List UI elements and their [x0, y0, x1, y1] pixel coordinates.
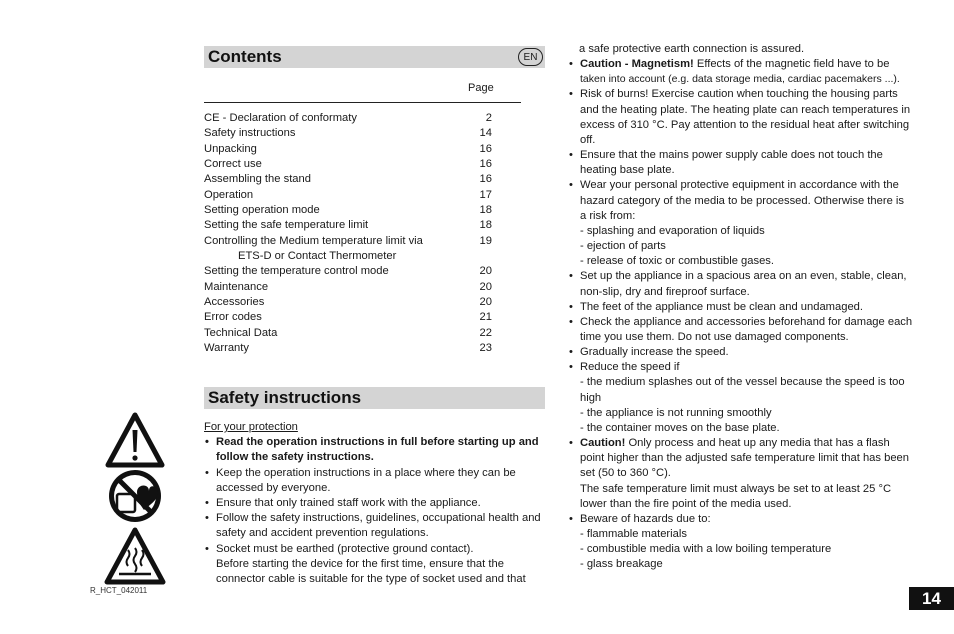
page-number: 14	[909, 587, 954, 610]
safety-item-text: The feet of the appliance must be clean and undamaged.	[580, 300, 863, 313]
sub-item: - flammable materials	[580, 528, 687, 540]
toc-entry-title: Setting the temperature control mode	[204, 265, 389, 278]
safety-item-text: Read the operation instructions in full before starting up and follow the safety instructions.	[216, 436, 539, 464]
toc-entry	[204, 203, 492, 218]
safety-item: • The feet of the appliance must be clean and undamaged.	[569, 300, 863, 313]
toc-entry-title: Accessories	[204, 296, 265, 309]
safety-item-text: Reduce the speed if	[580, 361, 680, 374]
safety-item: • Ensure that the mains power supply cable does not touch the heating base plate.	[569, 149, 883, 177]
toc-entry-title: Setting operation mode	[204, 204, 320, 217]
safety-item: • Follow the safety instructions, guidelines, occupational health and safety and accident prevention regulations.	[205, 512, 541, 540]
toc-entry-page: 23	[479, 342, 492, 355]
toc-entry-title: Warranty	[204, 342, 249, 355]
toc-entry-page: 21	[479, 311, 492, 324]
toc-entry-page: 18	[479, 204, 492, 217]
toc-entry-title: Unpacking	[204, 142, 257, 155]
toc-entry	[204, 326, 492, 341]
safety-item-text: Risk of burns! Exercise caution when touching the housing parts and the heating plate. The heating plate can reach temperatures in excess of 310 °C. Pay attention to the residual heat after switching off.	[580, 88, 911, 146]
toc-entry-title: Setting the safe temperature limit	[204, 219, 369, 232]
caution-extra-text: The safe temperature limit must always be set to at least 25 °C lower than the fire point of the media used.	[580, 482, 892, 510]
safety-item: • Socket must be earthed (protective ground contact). Before starting the device for the first time, ensure that the connector cable is suitable for the type of socket used and that	[204, 542, 549, 588]
toc-entry	[204, 111, 492, 126]
safety-item: • Set up the appliance in a spacious area on an even, stable, clean, non-slip, dry and fireproof surface.	[569, 270, 907, 298]
toc-entry-title: Maintenance	[204, 280, 269, 293]
no-pacemaker-icon	[109, 470, 161, 522]
toc-entry	[204, 310, 492, 325]
toc-entry-title: Assembling the stand	[204, 173, 311, 186]
toc-entry	[204, 341, 492, 356]
safety-item: • Wear your personal protective equipment in accordance with the hazard category of the media to be processed. Otherwise there is a risk from: - splashing and evaporation of liquids - ejection of parts - release of toxic or combustible gases.	[568, 178, 913, 269]
toc-entry-page: 16	[479, 173, 492, 186]
pictogram-stack	[104, 410, 166, 590]
toc-entry-page: 2	[485, 112, 492, 124]
toc-entry-title: Controlling the Medium temperature limit via	[204, 234, 423, 247]
sub-item: - the container moves on the base plate.	[580, 421, 780, 434]
toc-entry	[204, 157, 492, 172]
toc-entry-page: 16	[479, 158, 492, 171]
magnetism-label: Caution - Magnetism!	[580, 58, 694, 71]
safety-item: • Risk of burns! Exercise caution when touching the housing parts and the heating plate. The heating plate can reach temperatures in excess of 310 °C. Pay attention to the residual heat after switching off.	[569, 88, 911, 146]
toc-entry	[204, 188, 492, 203]
continued-text: a safe protective earth connection is assured.	[579, 43, 805, 55]
toc-entry-title: CE - Declaration of conformaty	[204, 112, 357, 124]
toc-entry	[204, 280, 492, 295]
safety-item: • Beware of hazards due to: - flammable materials - combustible media with a low boiling temperature - glass breakage	[568, 512, 913, 573]
safety-instructions-heading: Safety instructions	[204, 387, 545, 409]
toc-entry	[204, 126, 492, 141]
safety-item-text: Gradually increase the speed.	[580, 346, 729, 359]
document-code: R_HCT_042011	[90, 586, 148, 595]
toc-entry-page: 19	[479, 234, 492, 247]
toc-entry	[204, 142, 492, 157]
toc-entry-title: Operation	[204, 188, 254, 201]
sub-item: - glass breakage	[580, 558, 663, 571]
toc-entry-title: Technical Data	[204, 326, 278, 339]
toc-entry-page: 20	[479, 280, 492, 293]
toc-entry	[204, 234, 492, 249]
safety-item: • Keep the operation instructions in a place where they can be accessed by everyone.	[205, 466, 516, 494]
safety-item-extra: Before starting the device for the first time, ensure that the connector cable is suitable for the type of socket used and that	[216, 557, 526, 586]
safety-left-column	[204, 420, 549, 587]
toc-entry	[204, 264, 492, 279]
safety-item-text: Socket must be earthed (protective ground contact).	[216, 542, 474, 555]
toc-entry-page: 20	[479, 265, 492, 278]
toc-entry	[204, 218, 492, 233]
safety-item: • Caution! Only process and heat up any media that has a flash point higher than the adjusted safe temperature limit that has been set (50 to 360 °C). The safe temperature limit must always be set to at least 25 °C lower than the fire point of the media used.	[568, 436, 913, 512]
safety-item-text: Set up the appliance in a spacious area on an even, stable, clean, non-slip, dry and fireproof surface.	[580, 270, 907, 298]
toc-entry-page: 20	[479, 296, 492, 309]
protection-subheading: For your protection	[204, 421, 298, 433]
safety-right-column	[568, 42, 913, 572]
safety-item-text: Beware of hazards due to:	[580, 512, 711, 525]
safety-item: • Gradually increase the speed.	[569, 346, 729, 359]
toc-entry	[204, 172, 492, 187]
toc-entry-title: Error codes	[204, 311, 262, 324]
sub-item: - release of toxic or combustible gases.	[580, 255, 775, 268]
sub-item: - the appliance is not running smoothly	[580, 406, 772, 419]
safety-item-text: Wear your personal protective equipment in accordance with the hazard category of the media to be processed. Otherwise there is a risk from:	[580, 179, 904, 222]
toc-page-column-label: Page	[468, 82, 494, 94]
safety-item-text: Keep the operation instructions in a place where they can be accessed by everyone.	[216, 466, 516, 494]
safety-item: • Reduce the speed if - the medium splashes out of the vessel because the speed is too high - the appliance is not running smoothly - the container moves on the base plate.	[568, 360, 913, 436]
contents-heading: Contents	[204, 46, 545, 68]
safety-item: • Caution - Magnetism! Effects of the magnetic field have to be taken into account (e.g. data storage media, cardiac pacemakers ...).	[569, 58, 900, 86]
sub-item: - splashing and evaporation of liquids	[580, 224, 765, 237]
safety-item-text: Ensure that only trained staff work with the appliance.	[216, 497, 481, 510]
toc-entry	[204, 295, 492, 310]
warning-triangle-icon	[108, 415, 162, 465]
toc-divider	[204, 102, 521, 103]
safety-item-text: Ensure that the mains power supply cable does not touch the heating base plate.	[580, 149, 883, 177]
toc-entry-page: 22	[479, 326, 492, 339]
toc-entry-title: Correct use	[204, 158, 262, 171]
toc-entry-page: 14	[479, 127, 492, 140]
toc-entry-page: 18	[479, 219, 492, 232]
table-of-contents	[204, 111, 492, 357]
caution-label: Caution!	[580, 437, 626, 450]
safety-item: • Ensure that only trained staff work with the appliance.	[205, 497, 481, 510]
toc-entry-page: 16	[479, 142, 492, 155]
magnetism-text: Effects of the magnetic field have to be	[693, 58, 890, 71]
safety-pictograms	[104, 410, 166, 593]
sub-item: - combustible media with a low boiling temperature	[580, 543, 832, 556]
toc-entry-page: 17	[479, 188, 492, 201]
toc-entry-title: ETS-D or Contact Thermometer	[238, 250, 397, 263]
sub-item: - the medium splashes out of the vessel because the speed is too high	[580, 376, 905, 404]
toc-entry	[204, 249, 492, 264]
toc-entry-title: Safety instructions	[204, 127, 296, 140]
safety-item: • Check the appliance and accessories beforehand for damage each time you use them. Do not use damaged components.	[569, 315, 913, 343]
safety-item: • Read the operation instructions in full before starting up and follow the safety instructions.	[205, 436, 539, 464]
safety-item-text: Follow the safety instructions, guidelines, occupational health and safety and accident prevention regulations.	[216, 512, 541, 540]
sub-item: - ejection of parts	[580, 240, 666, 253]
safety-item-text: Check the appliance and accessories beforehand for damage each time you use them. Do not use damaged components.	[580, 315, 913, 343]
magnetism-small-text: taken into account (e.g. data storage media, cardiac pacemakers ...).	[580, 73, 900, 86]
language-badge: EN	[518, 48, 543, 66]
hot-surface-icon	[107, 530, 163, 582]
caution-text: Only process and heat up any media that has a flash point higher than the adjusted safe temperature limit that has been set (50 to 360 °C).	[580, 437, 909, 480]
